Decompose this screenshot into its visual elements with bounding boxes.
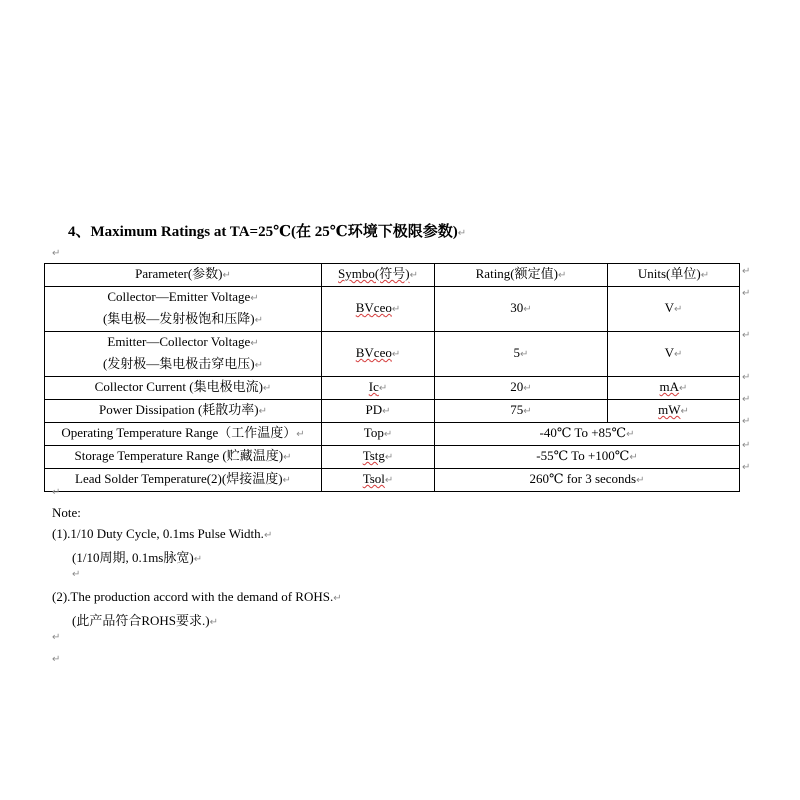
row-end-mark-icon: ↵ (742, 372, 751, 383)
row-end-mark-icon: ↵ (742, 416, 751, 427)
symbol-cell: Tstg↵ (322, 446, 435, 469)
table-row (45, 377, 740, 400)
table-row (45, 332, 740, 377)
table-header-row (45, 264, 740, 287)
row-end-mark-icon: ↵ (742, 394, 751, 405)
paragraph-mark-icon: ↵ (52, 632, 61, 643)
rating-cell: 20↵ (435, 377, 608, 400)
section-heading (68, 220, 466, 241)
paragraph-mark-icon: ↵ (457, 228, 467, 239)
row-end-mark-icon: ↵ (742, 440, 751, 451)
table-row (45, 287, 740, 332)
paragraph-mark-icon: ↵ (52, 487, 61, 498)
parameter-cell: Power Dissipation (耗散功率)↵ (45, 400, 322, 423)
note-1: (1).1/10 Duty Cycle, 0.1ms Pulse Width.↵ (52, 526, 273, 541)
rating-cell: 5↵ (435, 332, 608, 377)
note-1-cn: (1/10周期, 0.1ms脉宽)↵ (72, 550, 203, 565)
rating-cell: -55℃ To +100℃↵ (435, 446, 740, 469)
unit-cell: mW↵ (608, 400, 740, 423)
note-2: (2).The production accord with the demand of ROHS.↵ (52, 589, 342, 604)
symbol-cell: BVceo↵ (322, 332, 435, 377)
rating-cell: 260℃ for 3 seconds↵ (435, 469, 740, 492)
symbol-cell: PD↵ (322, 400, 435, 423)
paragraph-mark-icon: ↵ (52, 654, 61, 665)
row-end-mark-icon: ↵ (742, 330, 751, 341)
unit-cell: V↵ (608, 332, 740, 377)
unit-cell: mA↵ (608, 377, 740, 400)
note-2-cn: (此产品符合ROHS要求.)↵ (72, 613, 218, 628)
row-end-mark-icon: ↵ (742, 266, 751, 277)
symbol-cell: BVceo↵ (322, 287, 435, 332)
rating-cell: 75↵ (435, 400, 608, 423)
symbol-cell: Tsol↵ (322, 469, 435, 492)
parameter-cell: Collector Current (集电极电流)↵ (45, 377, 322, 400)
header-rating: Rating(额定值)↵ (435, 264, 608, 287)
header-parameter: Parameter(参数)↵ (45, 264, 322, 287)
header-symbol: Symbo(符号)↵ (322, 264, 435, 287)
row-end-mark-icon: ↵ (742, 288, 751, 299)
parameter-cell: Emitter—Collector Voltage↵ (发射极—集电极击穿电压)↵ (45, 332, 322, 377)
symbol-cell: Top↵ (322, 423, 435, 446)
parameter-cell: Operating Temperature Range（工作温度）↵ (45, 423, 322, 446)
section-heading-text: 4、Maximum Ratings at TA=25℃(在 25℃环境下极限参数) (68, 224, 458, 240)
paragraph-mark-icon: ↵ (72, 569, 81, 580)
rating-cell: 30↵ (435, 287, 608, 332)
maximum-ratings-table (44, 263, 740, 492)
parameter-cell: Lead Solder Temperature(2)(焊接温度)↵ (45, 469, 322, 492)
table-row (45, 423, 740, 446)
header-units: Units(单位)↵ (608, 264, 740, 287)
table-row (45, 446, 740, 469)
symbol-cell: Ic↵ (322, 377, 435, 400)
row-end-mark-icon: ↵ (742, 462, 751, 473)
table-row (45, 469, 740, 492)
unit-cell: V↵ (608, 287, 740, 332)
parameter-cell: Collector—Emitter Voltage↵ (集电极—发射极饱和压降)↵ (45, 287, 322, 332)
parameter-cell: Storage Temperature Range (贮藏温度)↵ (45, 446, 322, 469)
note-title: Note: (52, 505, 81, 520)
paragraph-mark-icon: ↵ (52, 248, 61, 259)
rating-cell: -40℃ To +85℃↵ (435, 423, 740, 446)
table-row (45, 400, 740, 423)
